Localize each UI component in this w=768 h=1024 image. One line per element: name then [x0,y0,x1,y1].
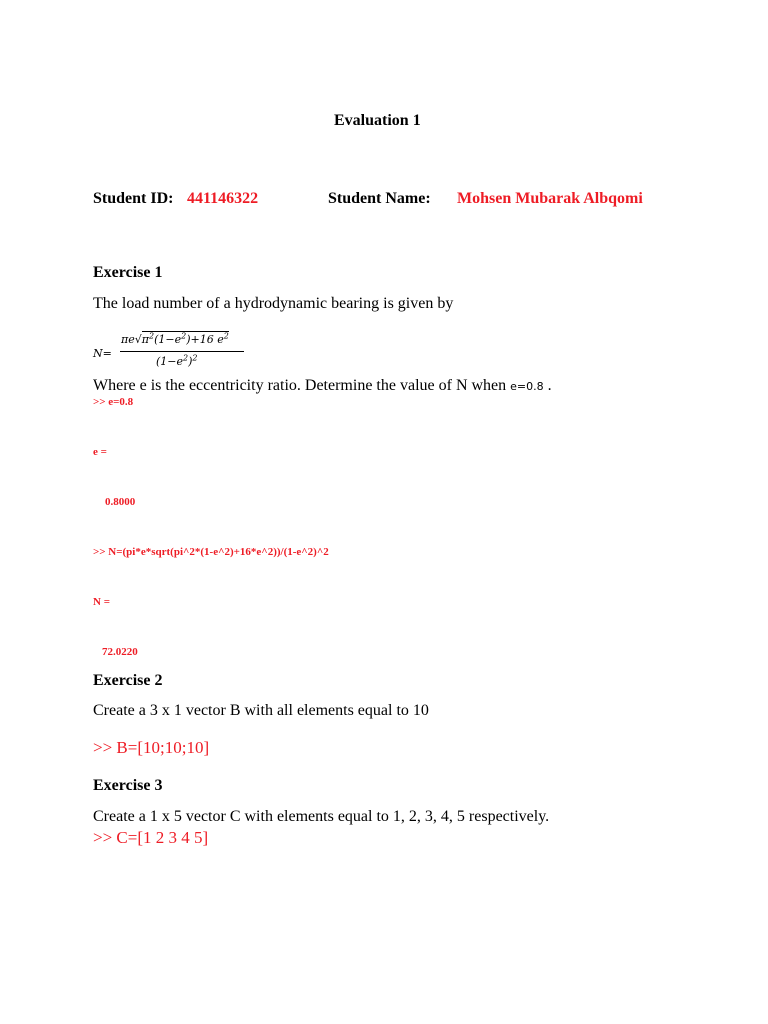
code-line: 72.0220 [102,646,138,658]
page-title: Evaluation 1 [334,112,421,129]
exercise2-text: Create a 3 x 1 vector B with all elements equal to 10 [93,702,429,719]
question-math: e=0.8 [510,380,544,393]
formula-fraction-bar [120,351,244,352]
student-name-value: Mohsen Mubarak Albqomi [457,190,643,207]
exercise1-intro: The load number of a hydrodynamic bearing is given by [93,295,454,312]
load-number-formula [93,330,263,376]
exercise3-heading: Exercise 3 [93,777,163,794]
student-name-label: Student Name: [328,190,431,207]
code-line: e = [93,446,107,458]
student-id-label: Student ID: [93,190,174,207]
exercise2-heading: Exercise 2 [93,672,163,689]
formula-numerator: $\pi e√\pi^2(1-e^2)+16$ $e^2$ [121,331,229,346]
student-id-value: 441146322 [187,190,259,207]
exercise3-answer: >> C=[1 2 3 4 5] [93,828,209,847]
exercise1-question [93,377,552,395]
formula-lhs: N= [93,347,112,360]
question-prefix: Where e is the eccentricity ratio. Determine the value of N when [93,377,507,394]
question-suffix: . [547,377,552,394]
formula-denominator: $(1-e^2)^2$ [156,353,198,368]
code-line: >> N=(pi*e*sqrt(pi^2*(1-e^2)+16*e^2))/(1-e^2)^2 [93,546,329,558]
code-line: 0.8000 [105,496,136,508]
exercise1-heading: Exercise 1 [93,264,163,281]
code-line: N = [93,596,110,608]
exercise3-text: Create a 1 x 5 vector C with elements equal to 1, 2, 3, 4, 5 respectively. [93,808,550,825]
exercise2-answer: >> B=[10;10;10] [93,738,210,757]
code-line: >> e=0.8 [93,396,134,408]
